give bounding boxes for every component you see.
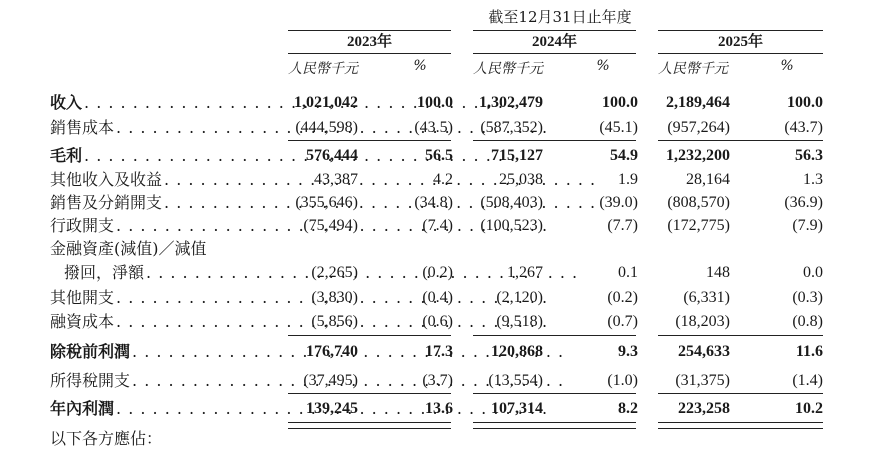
cell: 4.2 (433, 171, 453, 188)
cell: 100.0 (417, 94, 453, 111)
subtotal-rule (288, 393, 451, 394)
cell: 9.3 (618, 343, 638, 360)
cell: 1,232,200 (666, 147, 730, 164)
row-label: 金融資產(減值)／減值 (50, 239, 207, 258)
cell: (444,598) (295, 119, 358, 136)
cell: 1,021,042 (294, 94, 358, 111)
cell: (31,375) (675, 372, 730, 389)
cell: 25,038 (499, 171, 543, 188)
table-row (0, 92, 883, 114)
subtotal-rule (473, 335, 636, 336)
cell: (43.5) (414, 119, 453, 136)
row-label: 銷售成本 (50, 118, 115, 137)
table-row (0, 262, 883, 284)
cell: (7.7) (607, 217, 638, 234)
cell: 13.6 (425, 400, 453, 417)
cell: (0.7) (607, 313, 638, 330)
cell: 107,314 (491, 400, 543, 417)
cell: 223,258 (678, 400, 730, 417)
row-label: 毛利 (50, 146, 83, 165)
cell: (0.4) (422, 289, 453, 306)
table-row (0, 192, 883, 214)
subtotal-rule (658, 393, 823, 394)
year-header-2024: 2024年 (473, 30, 636, 54)
cell: (9,518) (496, 313, 543, 330)
cell: (34.8) (414, 194, 453, 211)
cell: (13,554) (488, 372, 543, 389)
cell: (587,352) (480, 119, 543, 136)
cell: 1.3 (803, 171, 823, 188)
row-label: 融資成本 (50, 312, 115, 331)
pct-label-2025: % (780, 58, 794, 74)
row-label: 銷售及分銷開支 (50, 193, 163, 212)
cell: 100.0 (787, 94, 823, 111)
table-row (0, 341, 883, 363)
cell: (37,495) (303, 372, 358, 389)
cell: (7.4) (422, 217, 453, 234)
cell: 176,740 (306, 343, 358, 360)
row-label: 其他開支 (50, 288, 115, 307)
unit-label-2024: 人民幣千元 (473, 61, 543, 77)
cell: 2,189,464 (666, 94, 730, 111)
cell: (5,856) (311, 313, 358, 330)
cell: 0.0 (803, 264, 823, 281)
cell: 17.3 (425, 343, 453, 360)
cell: 56.3 (795, 147, 823, 164)
table-row (0, 145, 883, 167)
next-section-label-cut: 以下各方應佔： (50, 429, 163, 448)
subtotal-rule (473, 393, 636, 394)
cell: 120,868 (491, 343, 543, 360)
table-row (0, 370, 883, 392)
cell: (7.9) (792, 217, 823, 234)
cell: (0.6) (422, 313, 453, 330)
cell: 54.9 (610, 147, 638, 164)
cell: (75,494) (303, 217, 358, 234)
cell: (45.1) (599, 119, 638, 136)
cell: (100,523) (480, 217, 543, 234)
cell: (3,830) (311, 289, 358, 306)
cell: (39.0) (599, 194, 638, 211)
cell: (1.4) (792, 372, 823, 389)
table-row (0, 238, 883, 260)
cell: 11.6 (795, 343, 823, 360)
cell: (172,775) (667, 217, 730, 234)
row-label: 撥回，淨額 (64, 263, 145, 282)
cell: 0.1 (618, 264, 638, 281)
cell: 43,387 (314, 171, 358, 188)
cell: 8.2 (618, 400, 638, 417)
cell: (36.9) (784, 194, 823, 211)
table-row (0, 311, 883, 333)
subtotal-rule (658, 140, 823, 141)
subtotal-rule (658, 335, 823, 336)
table-row (0, 215, 883, 237)
total-double-rule (473, 422, 636, 429)
cell: 28,164 (686, 171, 730, 188)
row-label: 年內利潤 (50, 399, 115, 418)
cell: 576,444 (306, 147, 358, 164)
period-caption: 截至12月31日止年度 (488, 8, 632, 26)
table-row (0, 169, 883, 191)
cell: 1,302,479 (479, 94, 543, 111)
row-label: 所得稅開支 (50, 371, 131, 390)
cell: 1,267 (507, 264, 543, 281)
unit-label-2023: 人民幣千元 (288, 61, 358, 77)
year-header-2023: 2023年 (288, 30, 451, 54)
cell: 148 (706, 264, 730, 281)
pct-label-2024: % (596, 58, 610, 74)
pct-label-2023: % (413, 58, 427, 74)
cell: 1.9 (618, 171, 638, 188)
row-label: 其他收入及收益 (50, 170, 163, 189)
total-double-rule (658, 422, 823, 429)
cell: 139,245 (306, 400, 358, 417)
cell: 10.2 (795, 400, 823, 417)
cell: (2,120) (496, 289, 543, 306)
cell: (0.3) (792, 289, 823, 306)
row-label: 行政開支 (50, 216, 115, 235)
cell: (2,265) (311, 264, 358, 281)
cell: (957,264) (667, 119, 730, 136)
year-header-2025: 2025年 (658, 30, 823, 54)
cell: 56.5 (425, 147, 453, 164)
cell: (0.2) (422, 264, 453, 281)
cell: (3.7) (422, 372, 453, 389)
row-label: 除稅前利潤 (50, 342, 131, 361)
subtotal-rule (288, 335, 451, 336)
cell: 715,127 (491, 147, 543, 164)
cell: (6,331) (683, 289, 730, 306)
table-row (0, 287, 883, 309)
cell: (355,646) (295, 194, 358, 211)
cell: (508,403) (480, 194, 543, 211)
cell: (18,203) (675, 313, 730, 330)
total-double-rule (288, 422, 451, 429)
table-row (0, 117, 883, 139)
cell: (0.8) (792, 313, 823, 330)
cell: (0.2) (607, 289, 638, 306)
cell: (1.0) (607, 372, 638, 389)
subtotal-rule (288, 140, 451, 141)
cell: (43.7) (784, 119, 823, 136)
cell: 100.0 (602, 94, 638, 111)
table-row (0, 398, 883, 420)
row-label: 收入 (50, 93, 83, 112)
unit-label-2025: 人民幣千元 (658, 61, 728, 77)
subtotal-rule (473, 140, 636, 141)
cell: (808,570) (667, 194, 730, 211)
cell: 254,633 (678, 343, 730, 360)
